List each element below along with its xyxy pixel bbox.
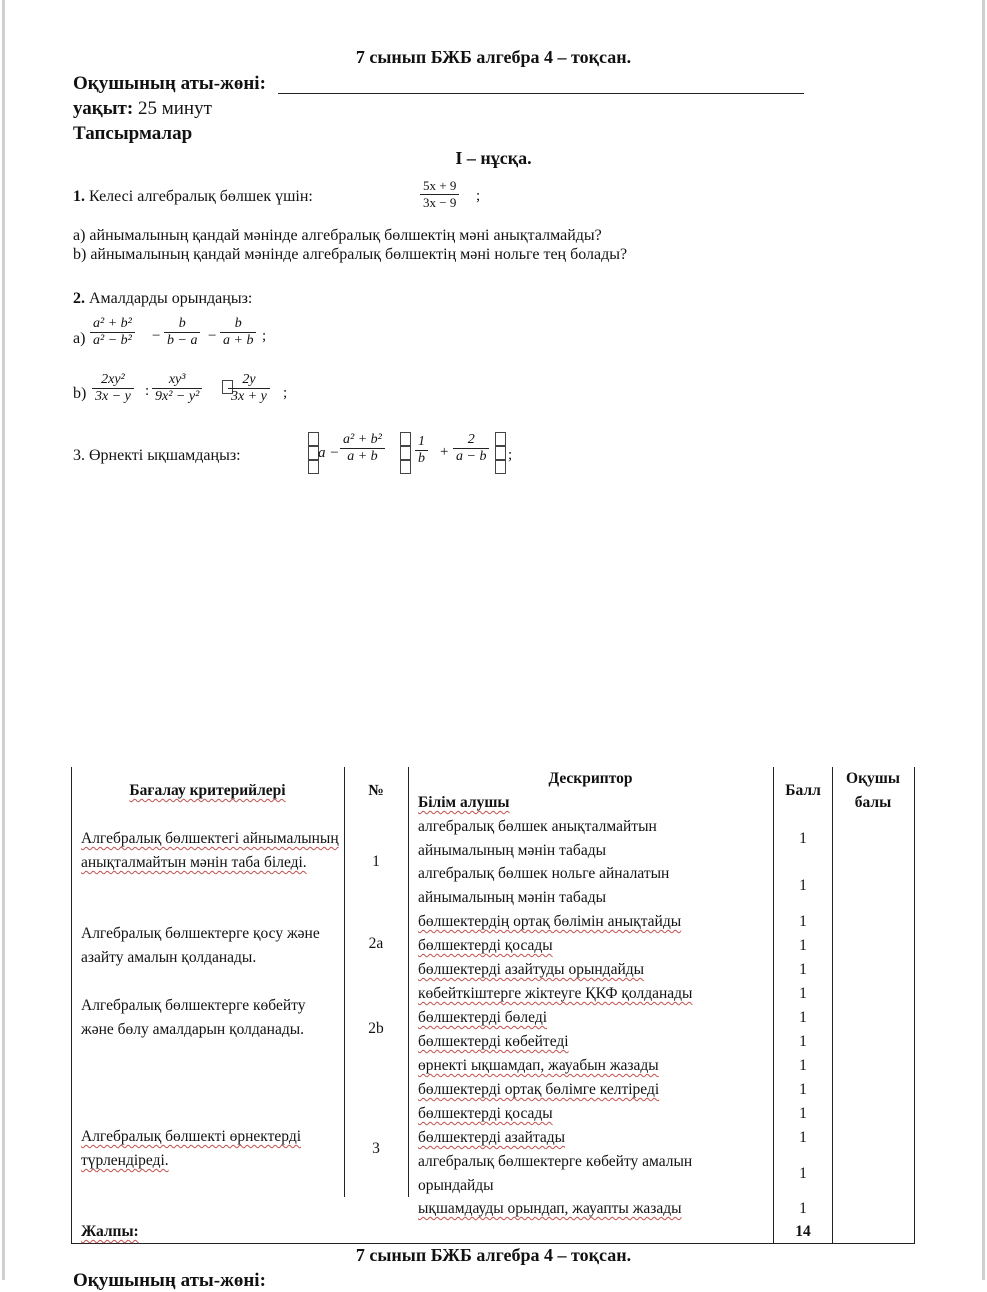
next-page-title: 7 сынып БЖБ алгебра 4 – тоқсан. [355,1245,632,1265]
question-1-fraction [420,178,459,211]
missing-glyph-icon [495,432,506,474]
document-title: 7 сынып БЖБ алгебра 4 – тоқсан. [355,47,632,67]
question-2a-fraction-3 [220,316,256,349]
question-1a: а) айнымалының қандай мәнінде алгебралық бөлшектің мәні анықталмайды? [73,227,602,244]
terminator: ; [508,447,513,463]
descriptor-12: бөлшектерді азайтады [418,1129,566,1146]
descriptor-line: айнымалының мәнін табады [418,889,606,906]
column-divider [832,767,833,1243]
descriptor-6-score: 1 [799,985,807,1002]
descriptor-8: бөлшектерді көбейтеді [418,1033,569,1050]
fraction-denominator: a + b [223,333,254,348]
fraction-denominator: 3x + y [231,389,267,404]
descriptor-11: бөлшектерді қосады [418,1105,553,1122]
descriptor-line: алгебралық бөлшек анықталмайтын [418,818,657,835]
criteria-2b: Алгебралық бөлшектерге көбейту және бөлу амалдарын қолданады. [81,997,306,1038]
minus-operator: − [152,328,161,344]
terminator: ; [283,385,288,401]
question-1-number: 1. [73,188,85,205]
criteria-2a: Алгебралық бөлшектерге қосу және азайту амалын қолданады. [81,925,320,966]
fraction-denominator: 3x − 9 [423,195,457,210]
descriptor-line: айнымалының мәнін табады [418,842,606,859]
descriptor-13-score: 1 [799,1165,807,1182]
descriptor-line: алгебралық бөлшек нольге айналатын [418,865,670,882]
fraction-denominator: a + b [347,449,378,464]
question-2-text: Амалдарды орындаңыз: [89,290,253,307]
descriptor-8-score: 1 [799,1033,807,1050]
minus-operator: − [208,328,217,344]
fraction-numerator: 2y [242,372,256,387]
descriptor-6: көбейткіштерге жіктеуге ҚКФ қолданады [418,985,693,1002]
header-descriptor: Дескриптор [548,770,633,787]
descriptor-line: орындайды [418,1177,494,1194]
header-score: Балл [785,782,821,799]
descriptor-7: бөлшектерді бөледі [418,1009,548,1026]
criteria-3-number: 3 [372,1140,380,1157]
descriptor-13 [418,1150,692,1198]
criteria-2a-number: 2a [368,935,384,952]
question-3-text: Өрнекті ықшамдаңыз: [89,447,241,464]
fraction-numerator: b [234,316,242,331]
page-edge-right [982,0,985,1280]
fraction-denominator: b − a [167,333,198,348]
descriptor-14-score: 1 [799,1200,807,1217]
descriptor-9-score: 1 [799,1057,807,1074]
header-student-score-line2: балы [854,794,892,811]
page-edge-left [2,0,5,1280]
descriptor-10: бөлшектерді ортақ бөлімге келтіреді [418,1081,660,1098]
fraction-denominator: a² − b² [93,333,132,348]
descriptor-14: ықшамдауды орындап, жауапты жазады [418,1200,682,1217]
question-3-number: 3. [73,447,85,464]
table-border-right [914,767,915,1243]
criteria-1-number: 1 [372,853,380,870]
fraction-denominator: b [418,451,425,466]
time-value: 25 минут [137,98,212,119]
question-1-text: Келесі алгебралық бөлшек үшін: [89,188,313,205]
variant-heading: I – нұсқа. [455,148,532,168]
descriptor-10-score: 1 [799,1081,807,1098]
fraction-numerator: 2 [467,432,475,447]
tasks-heading: Тапсырмалар [73,123,193,144]
question-1-terminator: ; [476,188,481,204]
next-page-name-label: Оқушының аты-жөні: [73,1270,266,1291]
question-2b-label: b) [73,385,87,402]
fraction-denominator: 9x² − y² [155,389,200,404]
question-2a-fraction-1 [90,316,135,349]
descriptor-3-score: 1 [799,913,807,930]
descriptor-7-score: 1 [799,1009,807,1026]
question-2a-label: a) [73,330,86,347]
descriptor-line: алгебралық бөлшектерге көбейту амалын [418,1153,693,1170]
descriptor-2-score: 1 [799,877,807,894]
question-2 [73,290,252,308]
question-1b: b) айнымалының қандай мәнінде алгебралық бөлшектің мәні нольге тең болады? [73,246,628,263]
descriptor-4: бөлшектерді қосады [418,937,553,954]
question-3-fraction-1 [340,432,385,465]
descriptor-5-score: 1 [799,961,807,978]
question-3-fraction-2 [415,434,428,467]
descriptor-4-score: 1 [799,937,807,954]
descriptor-1 [418,815,657,863]
descriptor-5: бөлшектерді азайтуды орындайды [418,961,645,978]
plus-operator: + [440,444,449,460]
fraction-numerator: a² + b² [343,432,382,447]
descriptor-2 [418,862,669,910]
criteria-1: Алгебралық бөлшектегі айнымалының анықталмайтын мәнін таба біледі. [81,830,339,871]
fraction-denominator: a − b [456,449,487,464]
terminator: ; [262,328,267,344]
question-2b-fraction-1 [92,372,134,405]
rubric-table [71,767,914,1243]
criteria-2b-number: 2b [368,1020,384,1037]
student-name-field[interactable] [278,93,804,94]
header-descriptor-sub: Білім алушы [418,794,510,811]
descriptor-11-score: 1 [799,1105,807,1122]
header-student-score-line1: Оқушы [846,770,900,787]
missing-glyph-icon [400,432,411,474]
descriptor-12-score: 1 [799,1129,807,1146]
fraction-numerator: b [178,316,186,331]
question-2b-fraction-3 [228,372,270,405]
column-divider [408,767,409,1197]
total-label: Жалпы: [81,1223,139,1240]
expression-a: a − [318,445,340,461]
fraction-numerator: 1 [418,434,425,449]
question-3 [73,447,241,465]
descriptor-9: өрнекті ықшамдап, жауабын жазады [418,1057,659,1074]
fraction-numerator: 2xy² [101,372,125,387]
question-1 [73,188,313,206]
question-2a-fraction-2 [164,316,200,349]
time-row [73,98,212,120]
fraction-denominator: 3x − y [95,389,131,404]
student-name-row [73,73,266,95]
fraction-numerator: 5x + 9 [423,178,457,193]
fraction-numerator: a² + b² [93,316,132,331]
header-criteria: Бағалау критерийлері [129,782,286,799]
division-operator: : [145,383,150,399]
fraction-numerator: xy³ [168,372,186,387]
table-border-left [71,767,72,1243]
question-2-number: 2. [73,290,85,307]
time-label: уақыт: [73,98,134,119]
descriptor-3: бөлшектердің ортақ бөлімін анықтайды [418,913,682,930]
question-2b-fraction-2 [152,372,202,405]
column-divider [344,767,345,1197]
criteria-3: Алгебралық бөлшекті өрнектерді түрлендіреді. [81,1128,302,1169]
student-name-label: Оқушының аты-жөні: [73,73,266,94]
header-student-score [832,767,914,815]
descriptor-1-score: 1 [799,830,807,847]
question-3-fraction-3 [453,432,489,465]
total-score: 14 [795,1223,811,1240]
header-number: № [368,782,384,799]
